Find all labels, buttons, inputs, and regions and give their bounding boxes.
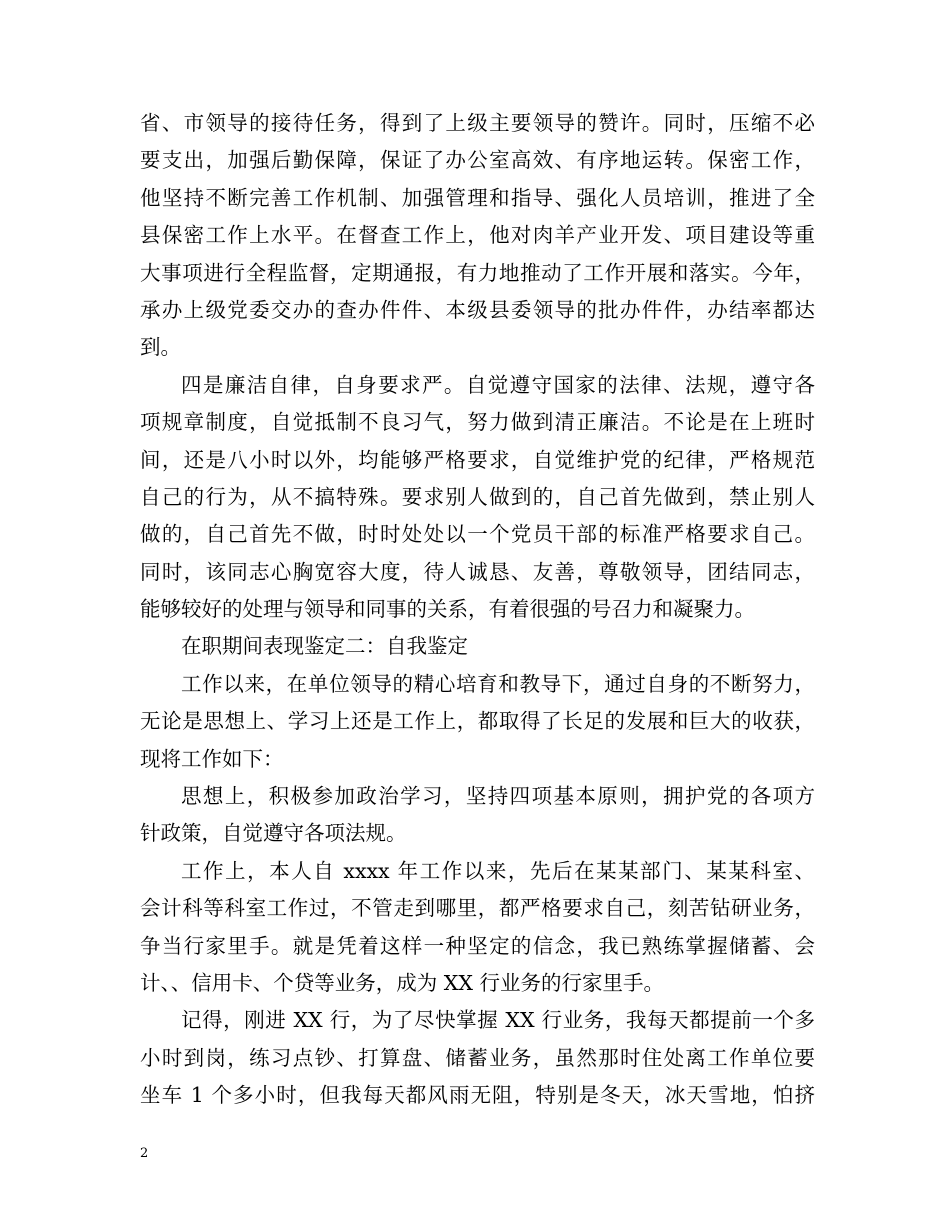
text-line: 能够较好的处理与领导和同事的关系，有着很强的号召力和凝聚力。: [140, 597, 755, 622]
page-number: 2: [140, 1146, 149, 1161]
text-line: 小时到岗，练习点钞、打算盘、储蓄业务，虽然那时住处离工作单位要: [140, 1045, 815, 1070]
text-line: 省、市领导的接待任务，得到了上级主要领导的赞许。同时，压缩不必: [140, 111, 815, 135]
text-line: 间，还是八小时以外，均能够严格要求，自觉维护党的纪律，严格规范: [140, 447, 815, 472]
text-line: 县保密工作上水平。在督查工作上，他对肉羊产业开发、项目建设等重: [140, 223, 815, 248]
text-line: 四是廉洁自律，自身要求严。自觉遵守国家的法律、法规，遵守各: [181, 372, 815, 397]
text-line: 他坚持不断完善工作机制、加强管理和指导、强化人员培训，推进了全: [140, 185, 815, 210]
text-line: 现将工作如下：: [140, 746, 284, 771]
text-line: 会计科等科室工作过，不管走到哪里，都严格要求自己，刻苦钻研业务，: [140, 896, 815, 921]
text-line: 承办上级党委交办的查办件件、本级县委领导的批办件件，办结率都达: [140, 297, 815, 322]
text-line: 到。: [140, 335, 181, 360]
text-line: 同时，该同志心胸宽容大度，待人诚恳、友善，尊敬领导，团结同志，: [140, 559, 815, 584]
text-line: 争当行家里手。就是凭着这样一种坚定的信念，我已熟练掌握储蓄、会: [140, 933, 815, 958]
text-line: 自己的行为，从不搞特殊。要求别人做到的，自己首先做到，禁止别人: [140, 484, 815, 509]
text-line: 大事项进行全程监督，定期通报，有力地推动了工作开展和落实。今年，: [140, 260, 815, 285]
text-line: 工作上，本人自 xxxx 年工作以来，先后在某某部门、某某科室、: [181, 858, 815, 883]
document-body: [140, 105, 815, 1115]
text-line: 项规章制度，自觉抵制不良习气，努力做到清正廉洁。不论是在上班时: [140, 410, 815, 435]
text-line: 无论是思想上、学习上还是工作上，都取得了长足的发展和巨大的收获，: [140, 709, 815, 734]
text-line: 计、、信用卡、个贷等业务，成为 XX 行业务的行家里手。: [140, 970, 664, 995]
text-line: 在职期间表现鉴定二：自我鉴定: [181, 634, 468, 659]
text-line: 针政策，自觉遵守各项法规。: [140, 821, 407, 846]
text-line: 记得，刚进 XX 行，为了尽快掌握 XX 行业务，我每天都提前一个多: [181, 1008, 815, 1033]
text-line: 做的，自己首先不做，时时处处以一个党员干部的标准严格要求自己。: [140, 522, 815, 547]
text-line: 坐车 1 个多小时，但我每天都风雨无阻，特别是冬天，冰天雪地，怕挤: [140, 1083, 815, 1108]
text-line: 思想上，积极参加政治学习，坚持四项基本原则，拥护党的各项方: [181, 784, 815, 809]
text-line: 工作以来，在单位领导的精心培育和教导下，通过自身的不断努力，: [181, 671, 815, 696]
text-line: 要支出，加强后勤保障，保证了办公室高效、有序地运转。保密工作，: [140, 148, 815, 173]
